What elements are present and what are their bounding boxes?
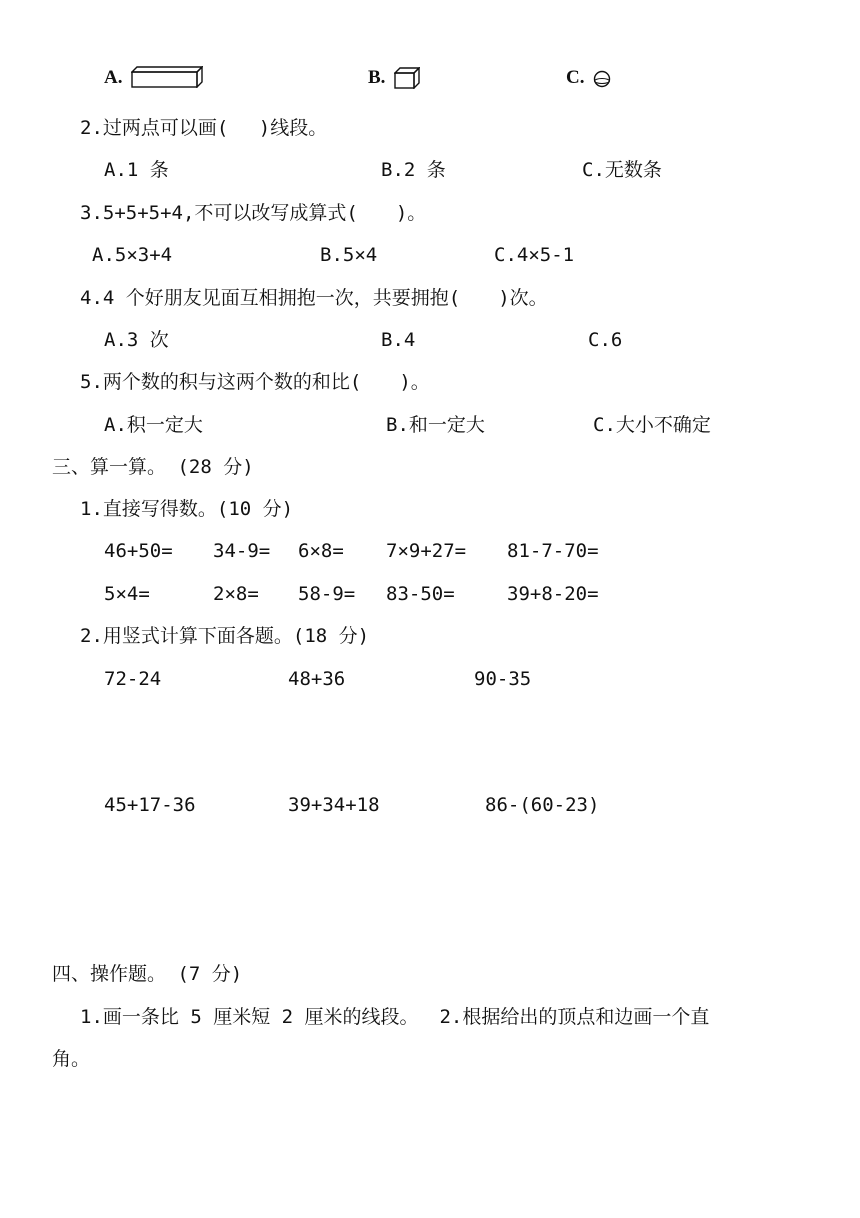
- section3-sub2: 2.用竖式计算下面各题。(18 分): [80, 625, 370, 647]
- oral-calc-item: 58-9=: [298, 583, 356, 605]
- q3-option-b: B.5×4: [320, 244, 378, 266]
- vertical-calc-item: 72-24: [104, 668, 162, 690]
- vertical-calc-item: 90-35: [474, 668, 532, 690]
- vertical-calc-item: 48+36: [288, 668, 346, 690]
- oral-calc-item: 34-9=: [213, 540, 271, 562]
- oral-calc-item: 39+8-20=: [507, 583, 599, 605]
- q5-stem: 5.两个数的积与这两个数的和比( )。: [80, 371, 430, 393]
- q1-option-b-label: B.: [368, 67, 386, 88]
- q1-option-c-label: C.: [566, 67, 585, 88]
- vertical-calc-item: 86-(60-23): [485, 794, 600, 816]
- q3-option-c: C.4×5-1: [494, 244, 575, 266]
- oral-calc-item: 81-7-70=: [507, 540, 599, 562]
- q5-option-c: C.大小不确定: [593, 414, 711, 436]
- q3-stem: 3.5+5+5+4,不可以改写成算式( )。: [80, 202, 427, 224]
- oral-calc-item: 46+50=: [104, 540, 173, 562]
- section4-line2: 角。: [52, 1048, 91, 1070]
- cuboid-icon: [131, 66, 203, 88]
- q2-option-c: C.无数条: [582, 159, 662, 181]
- q2-option-a: A.1 条: [104, 159, 169, 181]
- cube-icon: [394, 67, 420, 89]
- q5-option-b: B.和一定大: [386, 414, 485, 436]
- q2-stem: 2.过两点可以画( )线段。: [80, 117, 328, 139]
- oral-calc-item: 7×9+27=: [386, 540, 467, 562]
- vertical-calc-item: 45+17-36: [104, 794, 196, 816]
- oral-calc-item: 5×4=: [104, 583, 150, 605]
- section3-sub1: 1.直接写得数。(10 分): [80, 498, 294, 520]
- oral-calc-item: 83-50=: [386, 583, 455, 605]
- section3-title: 三、算一算。 (28 分): [52, 456, 254, 478]
- section4-line1: 1.画一条比 5 厘米短 2 厘米的线段。 2.根据给出的顶点和边画一个直: [80, 1006, 710, 1028]
- vertical-calc-item: 39+34+18: [288, 794, 380, 816]
- q2-option-b: B.2 条: [381, 159, 446, 181]
- q3-option-a: A.5×3+4: [92, 244, 173, 266]
- q4-option-a: A.3 次: [104, 329, 169, 351]
- oral-calc-item: 6×8=: [298, 540, 344, 562]
- section4-title: 四、操作题。 (7 分): [52, 963, 243, 985]
- q1-option-a-label: A.: [104, 67, 123, 88]
- q4-option-b: B.4: [381, 329, 416, 351]
- q4-stem: 4.4 个好朋友见面互相拥抱一次，共要拥抱( )次。: [80, 287, 548, 309]
- q4-option-c: C.6: [588, 329, 623, 351]
- oral-calc-item: 2×8=: [213, 583, 259, 605]
- q5-option-a: A.积一定大: [104, 414, 203, 436]
- sphere-icon: [592, 70, 612, 88]
